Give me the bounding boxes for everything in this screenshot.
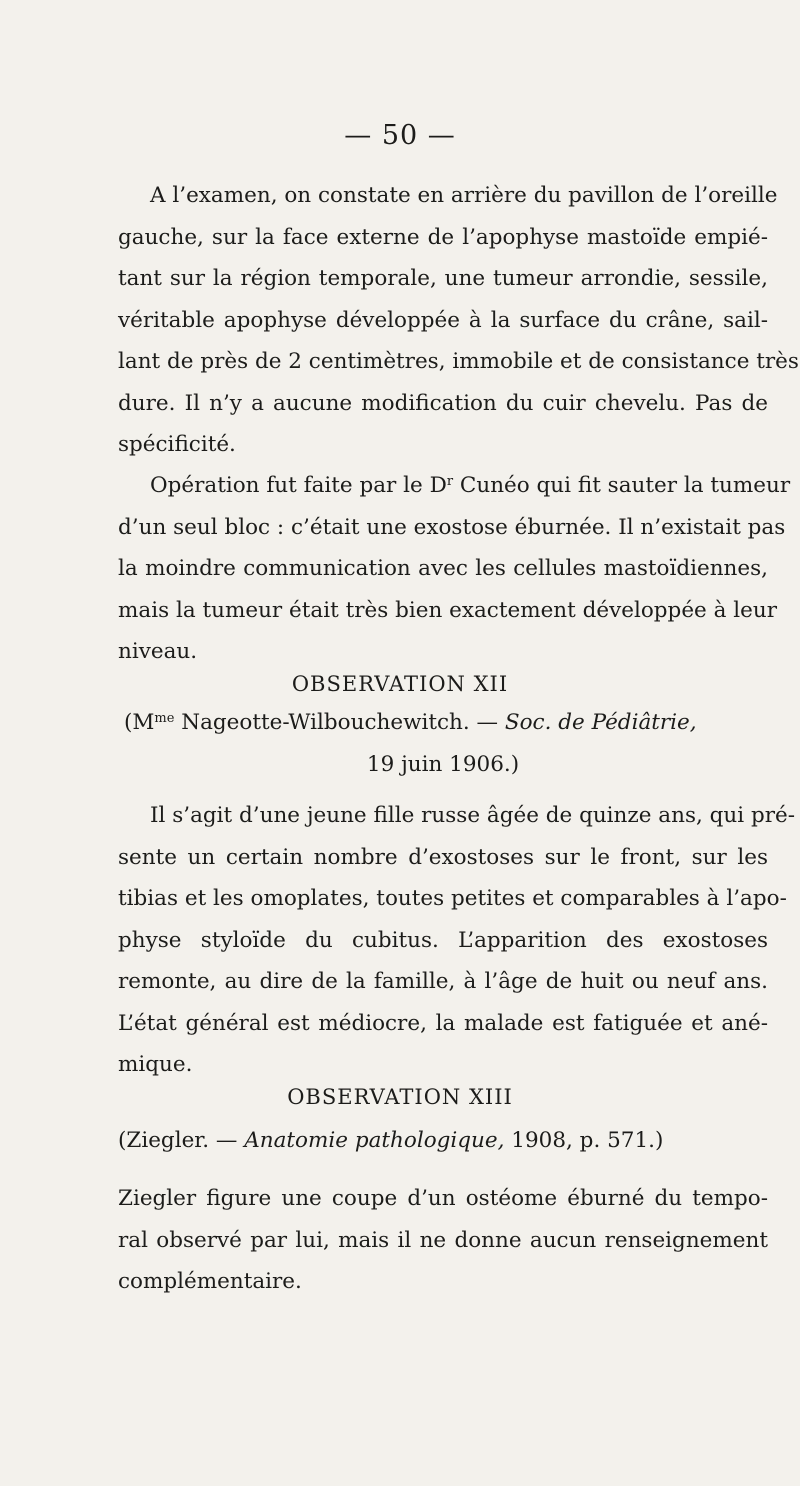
superscript: me [154,711,175,726]
work-title: Anatomie pathologique, [244,1128,505,1153]
superscript: r [446,474,454,489]
paragraph-observation-12 [118,795,796,1086]
observation-heading: OBSERVATION XII [291,672,509,696]
text-fragment: Cunéo qui fit sauter la tumeur [453,473,791,498]
text-line: L’état général est médiocre, la malade est fatiguée et ané- [118,1010,768,1036]
text-line: niveau. [118,639,198,664]
text-line: ral observé par lui, mais il ne donne aucun renseignement [118,1227,768,1253]
text-line: tibias et les omoplates, toutes petites et comparables à l’apo- [118,886,787,911]
text-line: sente un certain nombre d’exostoses sur le front, sur les [118,844,768,870]
text-line: mique. [118,1052,193,1077]
text-line: gauche, sur la face externe de l’apophyse mastoïde empié- [118,224,768,250]
text-line: véritable apophyse développée à la surface du crâne, sail- [118,307,768,333]
citation [118,1120,768,1162]
text-line: A l’examen, on constate en arrière du pavillon de l’oreille [150,183,778,208]
text-line: spécificité. [118,432,236,457]
page-number: — 50 — [344,120,456,151]
paragraph-examination [118,175,799,466]
text-fragment: (Ziegler. — [118,1128,245,1153]
text-fragment: 1908, p. 571.) [504,1128,664,1153]
text-line: lant de près de 2 centimètres, immobile et de consistance très [118,349,799,374]
text-line: la moindre communication avec les cellules mastoïdiennes, [118,556,768,581]
text-line: complémentaire. [118,1269,302,1294]
text-fragment: (M [124,710,155,735]
text-fragment: Nageotte-Wilbouchewitch. — [174,710,505,735]
text-line: tant sur la région temporale, une tumeur arrondie, sessile, [118,266,768,291]
text-line: mais la tumeur était très bien exactement développée à leur [118,597,777,623]
paragraph-observation-13 [118,1178,768,1303]
text-line: remonte, au dire de la famille, à l’âge de huit ou neuf ans. [118,969,768,994]
text-fragment: Opération fut faite par le D [150,473,447,498]
citation-line: 19 juin 1906.) [366,751,520,777]
citation-line [118,1120,768,1162]
text-line: Il s’agit d’une jeune fille russe âgée de quinze ans, qui pré- [150,803,796,828]
observation-heading: OBSERVATION XIII [287,1085,513,1109]
text-line: dure. Il n’y a aucune modification du cuir chevelu. Pas de [118,390,768,416]
text-line: physe styloïde du cubitus. L’apparition des exostoses [118,927,768,953]
text-line: Ziegler figure une coupe d’un ostéome éburné du tempo- [118,1186,768,1211]
text-line [118,465,791,507]
journal-title: Soc. de Pédiâtrie, [504,710,697,735]
text-line: d’un seul bloc : c’était une exostose éburnée. Il n’existait pas [118,514,786,540]
citation-line [118,702,768,744]
paragraph-operation [118,465,791,673]
citation [118,702,768,785]
